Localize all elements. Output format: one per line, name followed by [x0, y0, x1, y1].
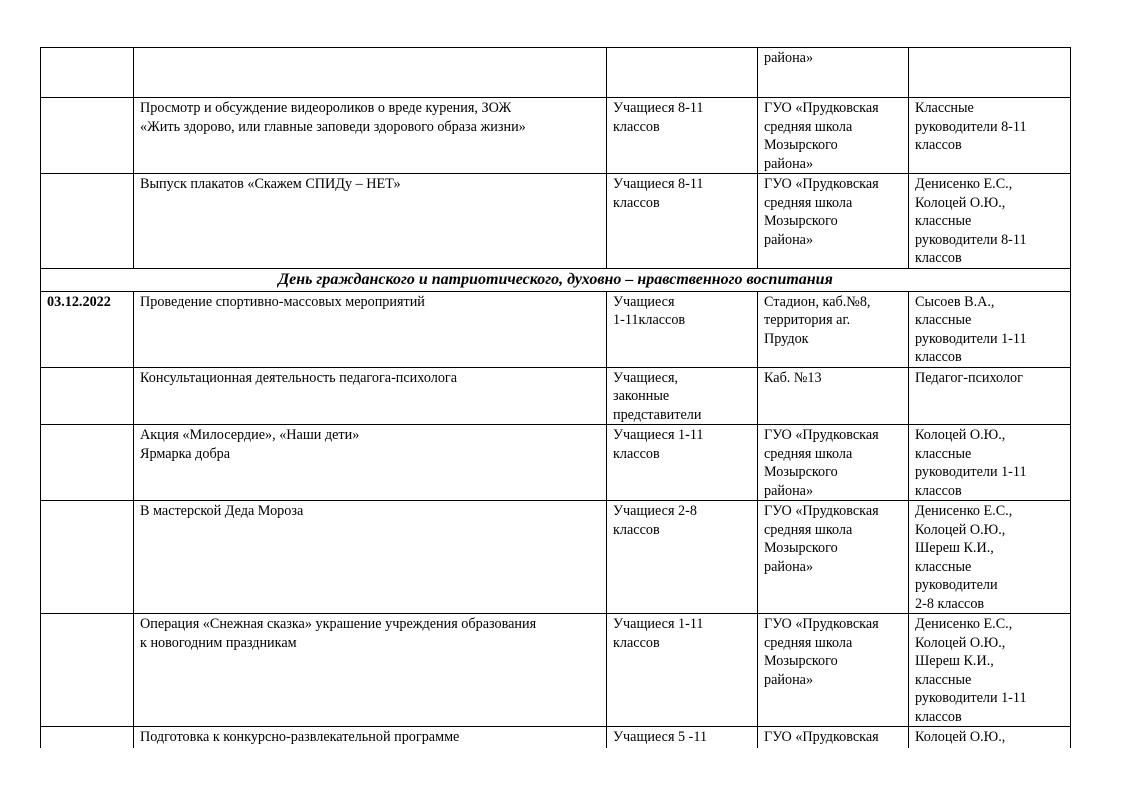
participants-cell: Учащиеся 8-11 классов [607, 98, 758, 174]
event-cell [134, 48, 607, 98]
place-cell: ГУО «Прудковская [758, 727, 909, 748]
event-cell: Акция «Милосердие», «Наши дети» Ярмарка добра [134, 425, 607, 501]
section-title: День гражданского и патриотического, духовно – нравственного воспитания [41, 268, 1071, 291]
event-cell: В мастерской Деда Мороза [134, 501, 607, 614]
participants-cell: Учащиеся 1-11классов [607, 291, 758, 367]
participants-cell: Учащиеся, законные представители [607, 367, 758, 425]
place-cell: Каб. №13 [758, 367, 909, 425]
place-cell: ГУО «Прудковская средняя школа Мозырского района» [758, 614, 909, 727]
event-cell: Подготовка к конкурсно-развлекательной программе [134, 727, 607, 748]
place-cell: ГУО «Прудковская средняя школа Мозырского района» [758, 425, 909, 501]
table-row [41, 501, 1071, 614]
event-cell: Операция «Снежная сказка» украшение учреждения образования к новогодним праздникам [134, 614, 607, 727]
responsible-cell: Колоцей О.Ю., классные руководители 1-11 классов [909, 425, 1071, 501]
participants-cell: Учащиеся 1-11 классов [607, 614, 758, 727]
place-cell: ГУО «Прудковская средняя школа Мозырского района» [758, 98, 909, 174]
participants-cell: Учащиеся 5 -11 [607, 727, 758, 748]
responsible-cell: Денисенко Е.С., Колоцей О.Ю., классные руководители 8-11 классов [909, 174, 1071, 269]
responsible-cell: Денисенко Е.С., Колоцей О.Ю., Шереш К.И., классные руководители 1-11 классов [909, 614, 1071, 727]
table-row [41, 174, 1071, 269]
date-cell [41, 425, 134, 501]
date-cell [41, 174, 134, 269]
table-row [41, 614, 1071, 727]
table-row [41, 425, 1071, 501]
participants-cell: Учащиеся 1-11 классов [607, 425, 758, 501]
event-cell: Консультационная деятельность педагога-психолога [134, 367, 607, 425]
participants-cell [607, 48, 758, 98]
table-row [41, 367, 1071, 425]
place-cell: района» [758, 48, 909, 98]
table-row [41, 48, 1071, 98]
event-cell: Выпуск плакатов «Скажем СПИДу – НЕТ» [134, 174, 607, 269]
place-cell: ГУО «Прудковская средняя школа Мозырского района» [758, 501, 909, 614]
section-row [41, 268, 1071, 291]
responsible-cell: Классные руководители 8-11 классов [909, 98, 1071, 174]
event-cell: Просмотр и обсуждение видеороликов о вреде курения, ЗОЖ «Жить здорово, или главные заповеди здорового образа жизни» [134, 98, 607, 174]
responsible-cell: Педагог-психолог [909, 367, 1071, 425]
table-row [41, 291, 1071, 367]
date-cell [41, 727, 134, 748]
schedule-document [40, 47, 1070, 748]
event-cell: Проведение спортивно-массовых мероприятий [134, 291, 607, 367]
date-cell [41, 614, 134, 727]
place-cell: Стадион, каб.№8, территория аг. Прудок [758, 291, 909, 367]
participants-cell: Учащиеся 2-8 классов [607, 501, 758, 614]
schedule-table [40, 47, 1071, 748]
place-cell: ГУО «Прудковская средняя школа Мозырского района» [758, 174, 909, 269]
responsible-cell: Денисенко Е.С., Колоцей О.Ю., Шереш К.И., классные руководители 2-8 классов [909, 501, 1071, 614]
responsible-cell [909, 48, 1071, 98]
date-cell [41, 48, 134, 98]
date-cell: 03.12.2022 [41, 291, 134, 367]
table-row [41, 727, 1071, 748]
date-cell [41, 98, 134, 174]
responsible-cell: Колоцей О.Ю., [909, 727, 1071, 748]
date-cell [41, 501, 134, 614]
participants-cell: Учащиеся 8-11 классов [607, 174, 758, 269]
responsible-cell: Сысоев В.А., классные руководители 1-11 классов [909, 291, 1071, 367]
table-row [41, 98, 1071, 174]
date-cell [41, 367, 134, 425]
